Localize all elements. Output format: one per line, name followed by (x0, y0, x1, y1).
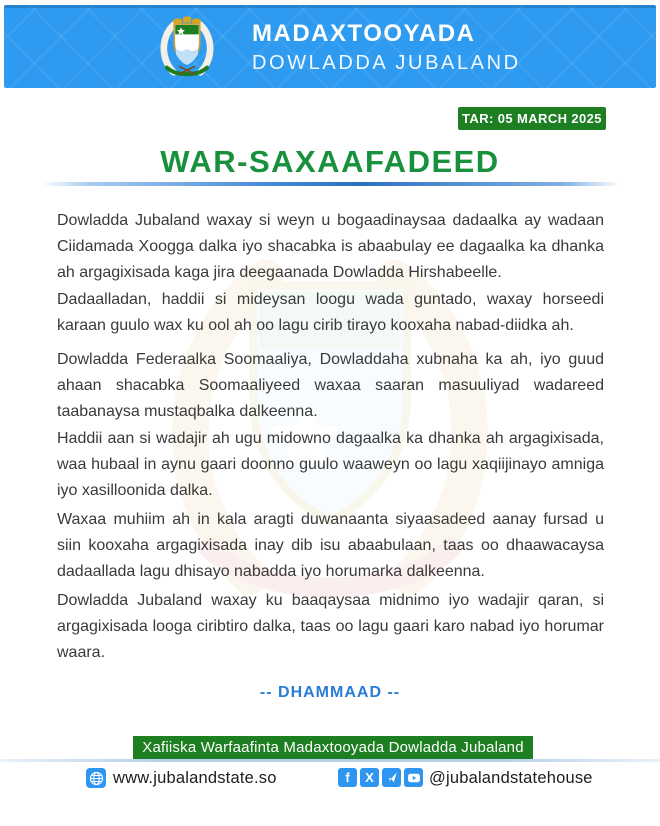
telegram-icon[interactable] (382, 768, 401, 787)
body-paragraph: Haddii aan si wadajir ah ugu midowno dagaalka ka dhanka ah argagixisada, waa hubaal in aynu gaari doonno guulo waaweyn oo lagu xaqiijinayo amniga iyo xasilloonida dalka. (57, 430, 604, 499)
body-paragraph: Dowladda Federaalka Soomaaliya, Dowladdaha xubnaha ka ah, iyo guud ahaan shacabka Soomaaliyeed waxaa saaran masuuliyad wadareed taabanaysa mustaqbalka dalkeenna. (57, 351, 604, 420)
body-paragraph: Dowladda Jubaland waxay ku baaqaysaa midnimo iyo wadajir qaran, si argagixisada looga ciribtiro dalka, taas oo lagu gaari karo nabad iyo horumar waara. (57, 592, 604, 661)
body-paragraph: Waxaa muhiim ah in kala aragti duwanaanta siyaasadeed aanay fursad u siin kooxaha argagixisada inay dib isu abaabulaan, taas oo dhaawacaysa dadaallada lagu dhisayo nabadda iyo horumarka dalkeenna. (57, 511, 604, 580)
footer-ribbon: Xafiiska Warfaafinta Madaxtooyada Dowladda Jubaland (133, 736, 533, 759)
jubaland-coat-of-arms-icon (150, 14, 224, 81)
title-underline (42, 182, 620, 186)
social-handle[interactable]: @jubalandstatehouse (429, 769, 593, 787)
social-icons-group (338, 768, 423, 787)
page-title: WAR-SAXAAFADEED (160, 144, 500, 179)
header-banner (4, 5, 656, 88)
youtube-icon[interactable] (404, 768, 423, 787)
facebook-icon[interactable]: f (338, 768, 357, 787)
date-badge: TAR: 05 MARCH 2025 (458, 107, 606, 130)
org-name-primary: MADAXTOOYADA (252, 20, 476, 47)
body-paragraph: Dowladda Jubaland waxay si weyn u bogaadinaysaa dadaalka ay wadaan Ciidamada Xoogga dalka iyo shacabka is abaabulay ee dagaalka ka dhanka ah argagixisada kaga jira deegaanada Dowladda Hirshabeelle. (57, 212, 604, 281)
footer-contact-row (0, 766, 660, 792)
end-marker: -- DHAMMAAD -- (259, 684, 401, 701)
footer-divider (0, 759, 660, 762)
website-link[interactable]: www.jubalandstate.so (113, 769, 277, 787)
org-name-secondary: DOWLADDA JUBALAND (252, 52, 521, 74)
body-paragraph: Dadaalladan, haddii si mideysan loogu wada guntado, waxay horseedi karaan guulo wax ku ool ah oo lagu cirib tirayo kooxaha nabad-diidka ah. (57, 291, 604, 334)
org-title-block (252, 20, 521, 76)
x-twitter-icon[interactable]: X (360, 768, 379, 787)
globe-icon[interactable] (86, 768, 106, 788)
